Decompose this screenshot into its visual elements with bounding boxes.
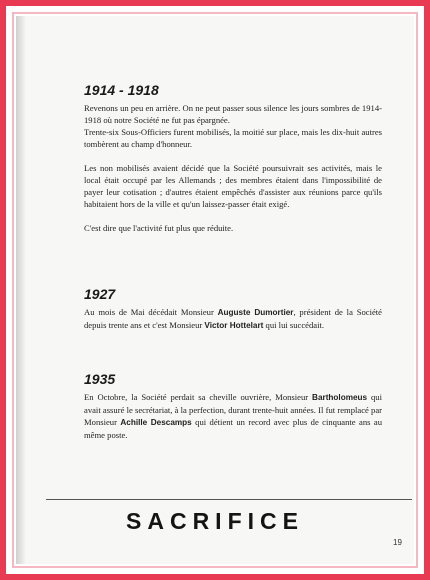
footer-divider (46, 499, 412, 500)
section-1927 (84, 286, 382, 332)
page-number: 19 (393, 538, 402, 547)
paragraph: Les non mobilisés avaient décidé que la Société poursuivrait ses activités, mais le local était occupé par les Allemands ; des membres étaient dans l'impossibilité de payer leur cotisation ; d'autres étaient empêchés d'assister aux réunions parce qu'ils habitaient hors de la ville et qu'un laissez-passer était exigé. (84, 163, 382, 209)
footer-title: SACRIFICE (126, 508, 304, 534)
paragraph-text: qui détient un record avec plus de cinquante ans au même poste. (84, 417, 382, 440)
section-1935 (84, 371, 382, 441)
person-name: Achille Descamps (120, 418, 192, 427)
page-gutter-shadow (16, 16, 26, 564)
paragraph: C'est dire que l'activité fut plus que réduite. (84, 223, 234, 233)
paragraph (84, 306, 382, 332)
paragraph: Trente-six Sous-Officiers furent mobilisés, la moitié sur place, mais les dix-huit autres tombèrent au champ d'honneur. (84, 127, 382, 149)
section-year: 1935 (84, 371, 116, 387)
section-year: 1927 (84, 286, 116, 302)
paragraph-text: , président de la Société depuis trente ans et c'est Monsieur (84, 307, 382, 330)
person-name: Auguste Dumortier (217, 308, 294, 317)
scanned-page (16, 16, 414, 564)
person-name: Bartholomeus (312, 393, 368, 402)
paragraph-text: qui avait assuré le secrétariat, à la perfection, durant trente-huit années. Il fut remplacé par Monsieur (84, 392, 382, 427)
paragraph (84, 391, 382, 441)
paragraph-text: Au mois de Mai décédait Monsieur (84, 307, 218, 317)
section-1914-1918 (84, 82, 382, 234)
section-year: 1914 - 1918 (84, 82, 159, 98)
paragraph: Revenons un peu en arrière. On ne peut passer sous silence les jours sombres de 1914-1918 où notre Société ne fut pas épargnée. (84, 103, 382, 125)
person-name: Victor Hottelart (204, 321, 264, 330)
paragraph-text: En Octobre, la Société perdait sa cheville ouvrière, Monsieur (84, 392, 313, 402)
paragraph-text: qui lui succédait. (263, 320, 325, 330)
